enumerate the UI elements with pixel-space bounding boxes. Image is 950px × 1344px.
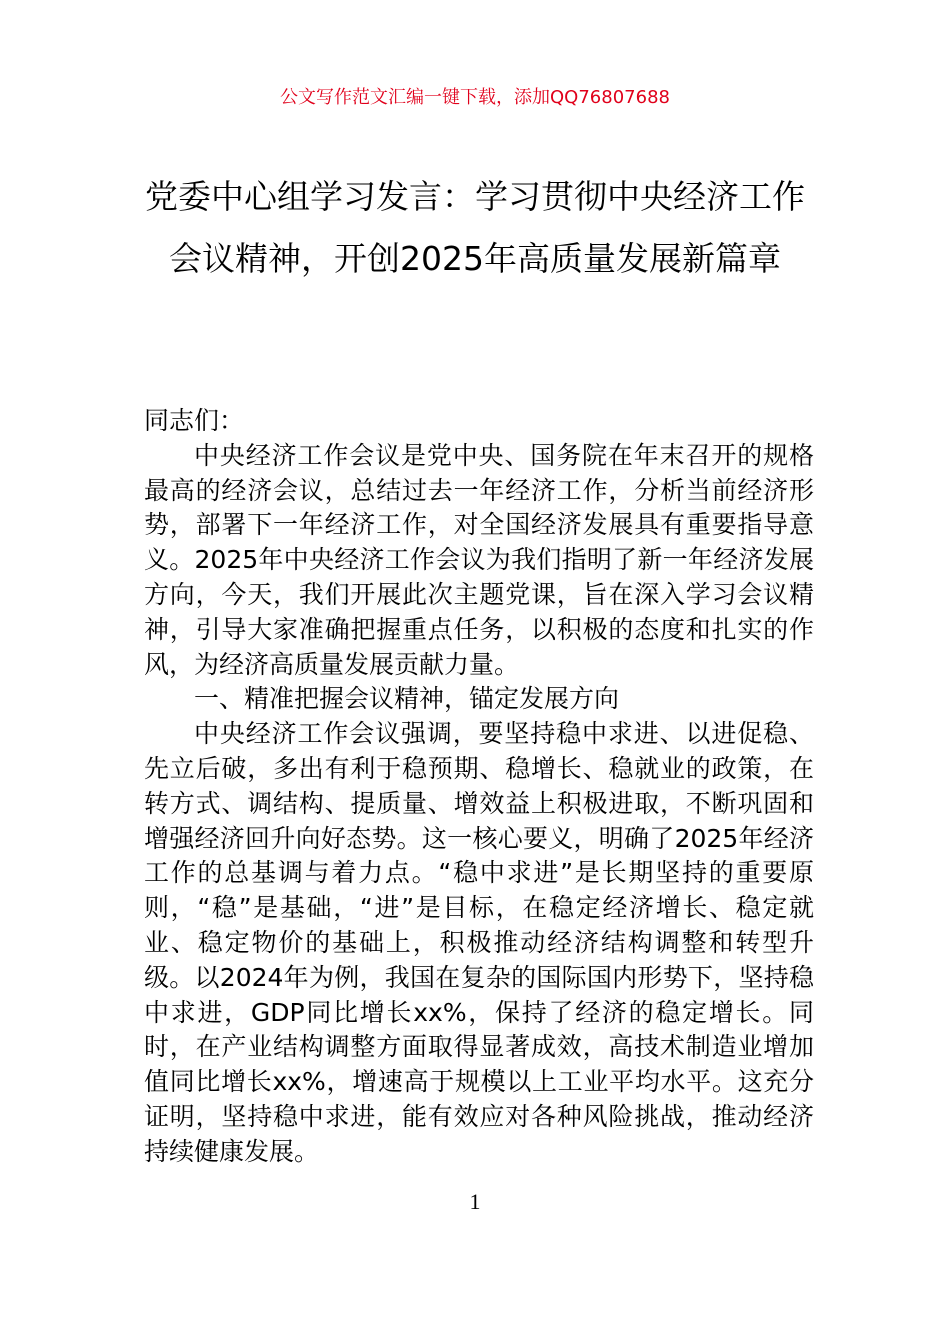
header-note: 公文写作范文汇编一键下载，添加QQ76807688 [280,87,670,108]
page-number: 1 [469,1189,481,1214]
document-title: 党委中心组学习发言：学习贯彻中央经济工作会议精神，开创2025年高质量发展新篇章 [145,177,805,278]
paragraph-intro: 中央经济工作会议是党中央、国务院在年末召开的规格最高的经济会议，总结过去一年经济工作，分析当前经济形势，部署下一年经济工作，对全国经济发展具有重要指导意义。2025年中央经济工作会议为我们指明了新一年经济发展方向，今天，我们开展此次主题党课，旨在深入学习会议精神，引导大家准确把握重点任务，以积极的态度和扎实的作风，为经济高质量发展贡献力量。 [144,440,814,679]
paragraph-section-1: 中央经济工作会议强调，要坚持稳中求进、以进促稳、先立后破，多出有利于稳预期、稳增长、稳就业的政策，在转方式、调结构、提质量、增效益上积极进取，不断巩固和增强经济回升向好态势。这一核心要义，明确了2025年经济工作的总基调与着力点。“稳中求进”是长期坚持的重要原则，“稳”是基础，“进”是目标，在稳定经济增长、稳定就业、稳定物价的基础上，积极推动经济结构调整和转型升级。以2024年为例，我国在复杂的国际国内形势下，坚持稳中求进，GDP同比增长xx%，保持了经济的稳定增长。同时，在产业结构调整方面取得显著成效，高技术制造业增加值同比增长xx%，增速高于规模以上工业平均水平。这充分证明，坚持稳中求进，能有效应对各种风险挑战，推动经济持续健康发展。 [144,719,814,1166]
salutation: 同志们： [144,406,245,435]
section-heading: 一、精准把握会议精神，锚定发展方向 [194,684,620,714]
document-body [144,404,814,1170]
